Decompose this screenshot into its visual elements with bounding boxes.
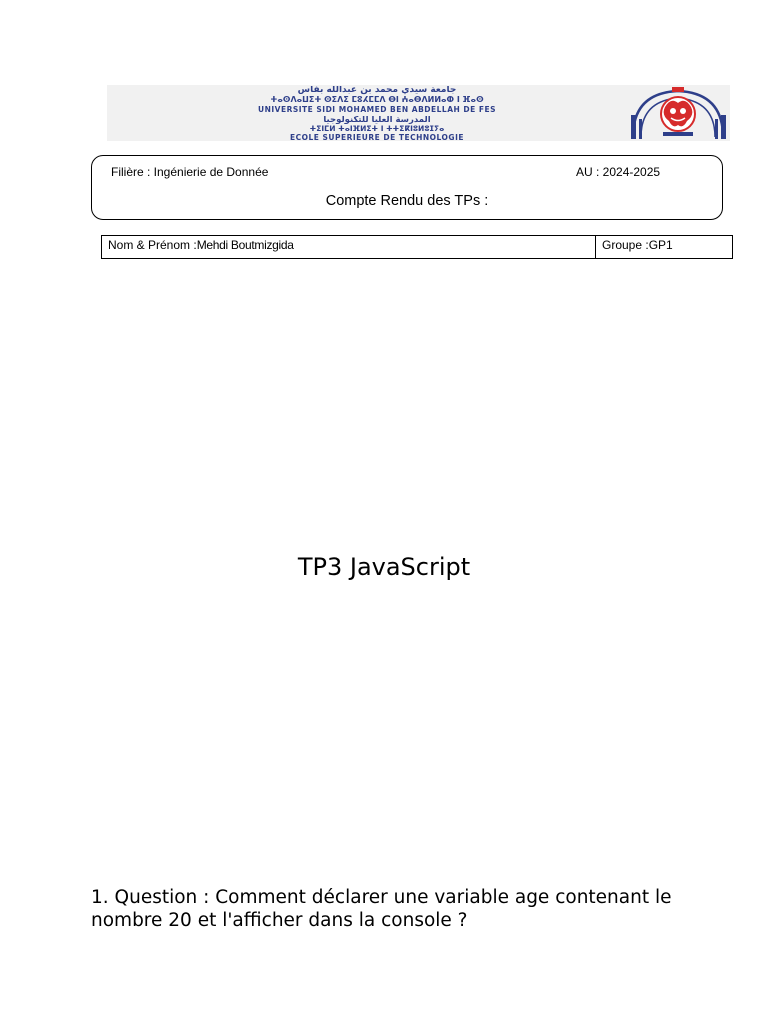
report-title: Compte Rendu des TPs : [325,193,489,209]
student-name-value: Mehdi Boutmizgida [196,238,294,252]
student-info-table [101,235,733,259]
arabic-university-name: جامعة سيدي محمد بن عبدالله بفاس [297,86,457,95]
header-banner [107,85,730,141]
university-header-text [207,85,547,141]
french-university-name: UNIVERSITÉ SIDI MOHAMED BEN ABDELLAH DE FES [257,106,497,114]
french-school-name: ÉCOLE SUPÉRIEURE DE TECHNOLOGIE [289,133,464,141]
student-name-cell [102,236,596,259]
student-info-row [102,236,733,259]
tifinagh-university-name: ⵜⴰⵙⴷⴰⵡⵉⵜ ⵙⵉⴷⵉ ⵎⵓⵃⵎⵎⴷ ⴱⵏ ⵄⴰⴱⴷⵍⵍⴰⵀ ⵏ ⴼⴰⵙ [270,96,484,104]
question-text: 1. Question : Comment déclarer une variable age contenant le nombre 20 et l'afficher dans la console ? [91,887,672,931]
student-group-cell [596,236,733,259]
academic-year-label: AU : 2024-2025 [576,165,661,179]
filiere-label: Filière : Ingénierie de Donnée [111,165,269,179]
arabic-school-name: المدرسة العليا للتكنولوجيا [323,115,431,124]
student-name-label: Nom & Prénom : [108,238,197,252]
course-info-box [91,155,723,220]
university-emblem-icon [627,85,730,141]
student-group: Groupe :GP1 [602,238,673,252]
tifinagh-school-name: ⵜⵉⵏⵎⵍ ⵜⴰⵏⴼⵍⵉⵜ ⵏ ⵜⵜⵉⴽⵏⵓⵍⵓⵊⵢⴰ [309,125,445,133]
document-title: TP3 JavaScript [297,553,471,581]
